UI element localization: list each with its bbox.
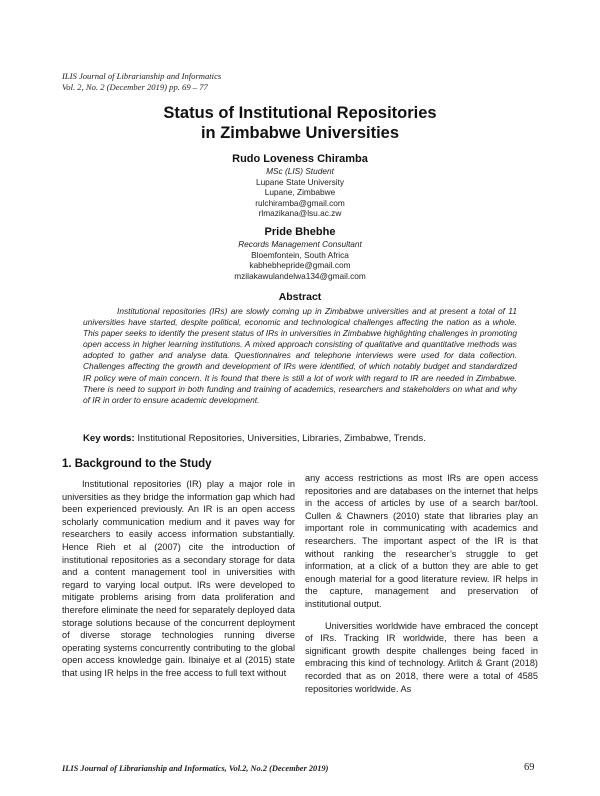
body-column-right bbox=[305, 472, 538, 695]
journal-header bbox=[62, 71, 302, 92]
author-affiliation: Lupane State University bbox=[255, 176, 345, 187]
author-block-2 bbox=[0, 225, 600, 281]
body-paragraph: Universities worldwide have embraced the concept of IRs. Tracking IR worldwide, there has been a significant growth despite challenges being faced in embracing this kind of technology. Arlitch & Grant (2018) recorded that as on 2018, there were a total of 4585 repositories worldwide. As bbox=[305, 620, 538, 694]
abstract-text: Institutional repositories (IRs) are slowly coming up in Zimbabwe universities and at present a total of 11 universities have started, despite political, economic and technological challenges affecting the nation as a whole. This paper seeks to identify the present status of IRs in universities in Zimbabwe highlighting challenges in promoting open access in higher learning institutions. A mixed approach consisting of qualitative and quantitative methods was adopted to gather and analyse data. Questionnaires and telephone interviews were used for data collection. Challenges affecting the growth and development of IRs were identified, of which notably budget and standardized IR policy were of main concern. It is found that there is still a lot of work with regard to IR are needed in Zimbabwe. There is need to support in both funding and training of academics, researchers and stakeholders on what and why of IR in order to ensure academic development. bbox=[83, 306, 517, 405]
keywords bbox=[83, 433, 523, 445]
title-line-1: Status of Institutional Repositories bbox=[163, 104, 437, 122]
author-role: MSc (LIS) Student bbox=[266, 166, 334, 176]
author-block-1 bbox=[0, 152, 600, 219]
author-location: Lupane, Zimbabwe bbox=[264, 187, 336, 198]
keywords-list: Institutional Repositories, Universities, Libraries, Zimbabwe, Trends. bbox=[137, 433, 426, 444]
author-email: rulchiramba@gmail.com bbox=[255, 197, 345, 208]
journal-issue: Vol. 2, No. 2 (December 2019) pp. 69 – 77 bbox=[62, 81, 208, 92]
author-role: Records Management Consultant bbox=[238, 239, 362, 249]
abstract-heading: Abstract bbox=[278, 291, 322, 303]
section-heading: 1. Background to the Study bbox=[62, 458, 212, 470]
title-line-2: in Zimbabwe Universities bbox=[200, 124, 400, 142]
body-column-left bbox=[62, 478, 295, 680]
author-name: Pride Bhebhe bbox=[264, 226, 336, 238]
page-footer: ILIS Journal of Librarianship and Informatics, Vol.2, No.2 (December 2019) bbox=[62, 764, 329, 773]
author-email: mzilakawulandelwa134@gmail.com bbox=[234, 270, 366, 281]
body-paragraph: any access restrictions as most IRs are open access repositories and are databases on the internet that helps in the access of articles by use of a search bar/tool. Cullen & Chawners (2010) state that libraries play an important role in communicating with academics and researchers. The important aspect of the IR is that without ranking the researcher’s struggle to get information, at a click of a button they are able to get enough material for a good literature review. IR helps in the capture, management and preservation of institutional output. bbox=[305, 473, 538, 609]
page-number: 69 bbox=[524, 762, 535, 773]
paper-title bbox=[0, 103, 600, 143]
author-location: Bloemfontein, South Africa bbox=[251, 249, 349, 260]
author-email: rlmazikana@lsu.ac.zw bbox=[258, 208, 342, 219]
author-name: Rudo Loveness Chiramba bbox=[232, 153, 368, 165]
body-paragraph: Institutional repositories (IR) play a major role in universities as they bridge the information gap which had been experienced previously. An IR is an open access scholarly communication medium and it paves way for researchers to easily access information substantially. Hence Rieh et al (2007) cite the introduction of institutional repositories as a secondary storage for data and a content management tool in universities with regard to varying local output. IRs were developed to mitigate problems arising from data proliferation and therefore eliminate the need for separately deployed data storage solutions because of the concurrent deployment of diverse storage technologies running diverse operating systems concurrently contributing to the global open access knowledge gain. Ibinaiye et al (2015) state that using IR helps in the free access to full text without bbox=[62, 479, 295, 678]
journal-name: ILIS Journal of Librarianship and Informatics bbox=[62, 71, 222, 81]
author-email: kabhebhepride@gmail.com bbox=[249, 260, 351, 271]
keywords-label: Key words: bbox=[83, 433, 135, 444]
